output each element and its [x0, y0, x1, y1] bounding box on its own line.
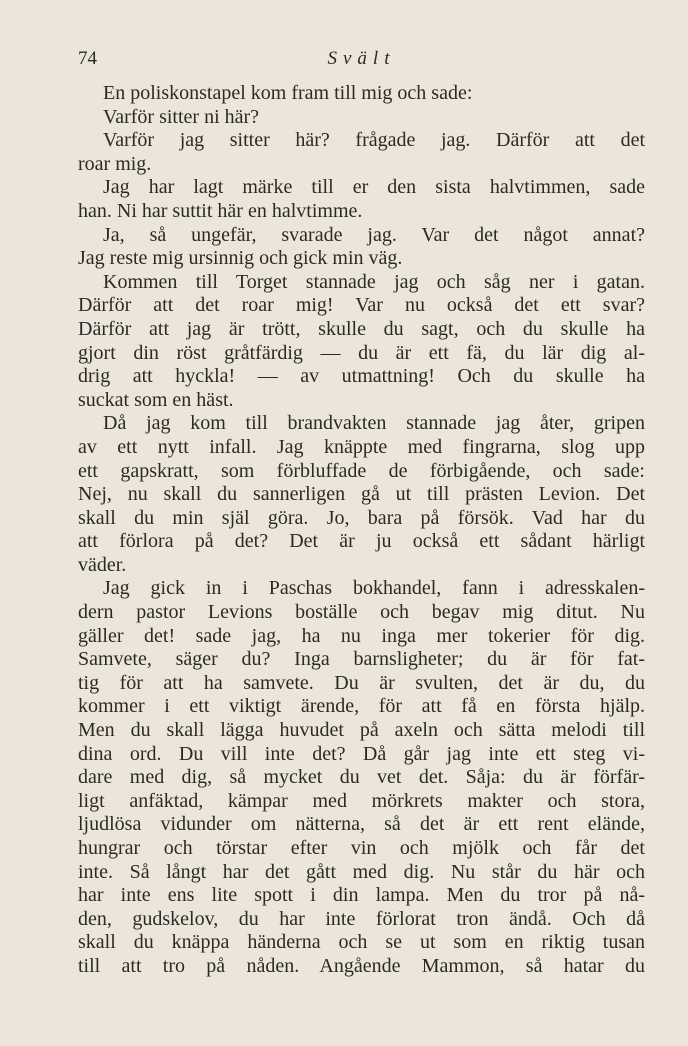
page-number: 74 — [78, 48, 97, 69]
text-line: av ett nytt infall. Jag knäppte med fingrarna, slog upp — [78, 435, 645, 458]
text-line: skall du min själ göra. Jo, bara på försök. Vad har du — [78, 506, 645, 529]
text-line: dern pastor Levions boställe och begav mig ditut. Nu — [78, 601, 645, 624]
text-line: han. Ni har suttit här en halvtimme. — [78, 199, 363, 222]
text-line: Varför sitter ni här? — [103, 105, 260, 128]
text-line: ligt anfäktad, kämpar med mörkrets makter och stora, — [78, 789, 645, 812]
text-line: ett gapskratt, som förbluffade de förbigående, och sade: — [78, 459, 645, 482]
text-line: gäller det! sade jag, ha nu inga mer tokerier för dig. — [78, 624, 645, 647]
text-line: Därför att jag är trött, skulle du sagt, och du skulle ha — [78, 317, 645, 340]
text-line: den, gudskelov, du har inte förlorat tron ändå. Och då — [78, 907, 645, 930]
text-line: Varför jag sitter här? frågade jag. Därför att det — [103, 129, 645, 152]
text-line: Därför att det roar mig! Var nu också det ett svar? — [78, 294, 645, 317]
text-line: att förlora på det? Det är ju också ett sådant härligt — [78, 530, 645, 553]
running-title: Svält — [327, 48, 396, 69]
text-line: inte. Så långt har det gått med dig. Nu står du här och — [78, 860, 645, 883]
text-line: har inte ens lite spott i din lampa. Men du tror på nå- — [78, 884, 645, 907]
text-line: Jag gick in i Paschas bokhandel, fann i adresskalen- — [103, 577, 645, 600]
page-header — [78, 48, 645, 74]
text-line: Jag har lagt märke till er den sista halvtimmen, sade — [103, 176, 645, 199]
text-line: Nej, nu skall du sannerligen gå ut till prästen Levion. Det — [78, 483, 645, 506]
text-line: En poliskonstapel kom fram till mig och sade: — [103, 82, 473, 104]
text-line: till att tro på nåden. Angående Mammon, så hatar du — [78, 954, 645, 977]
text-line: Samvete, säger du? Inga barnsligheter; du är för fat- — [78, 648, 645, 671]
text-line: drig att hyckla! — av utmattning! Och du skulle ha — [78, 365, 645, 388]
text-line: suckat som en häst. — [78, 388, 234, 411]
text-line: tig för att ha samvete. Du är svulten, det är du, du — [78, 671, 645, 694]
text-line: dina ord. Du vill inte det? Då går jag inte ett steg vi- — [78, 742, 645, 765]
text-line: Ja, så ungefär, svarade jag. Var det något annat? — [103, 223, 645, 246]
text-line: kommer i ett viktigt ärende, för att få en första hjälp. — [78, 695, 645, 718]
text-line: ljudlösa vidunder om nätterna, så det är ett rent elände, — [78, 813, 645, 836]
text-line: väder. — [78, 553, 127, 576]
text-line: Jag reste mig ursinnig och gick min väg. — [78, 247, 403, 270]
text-line: hungrar och törstar efter vin och mjölk och får det — [78, 837, 645, 859]
text-line: Kommen till Torget stannade jag och såg ner i gatan. — [103, 270, 645, 293]
text-line: dare med dig, så mycket du vet det. Såja: du är förfär- — [78, 766, 645, 789]
text-line: Men du skall lägga huvudet på axeln och sätta melodi till — [78, 719, 645, 742]
text-line: skall du knäppa händerna och se ut som en riktig tusan — [78, 931, 645, 954]
text-line: gjort din röst gråtfärdig — du är ett fä, du lär dig al- — [78, 341, 645, 364]
text-line: Då jag kom till brandvakten stannade jag åter, gripen — [103, 412, 645, 435]
body-text — [78, 82, 645, 979]
text-line: roar mig. — [78, 152, 152, 175]
